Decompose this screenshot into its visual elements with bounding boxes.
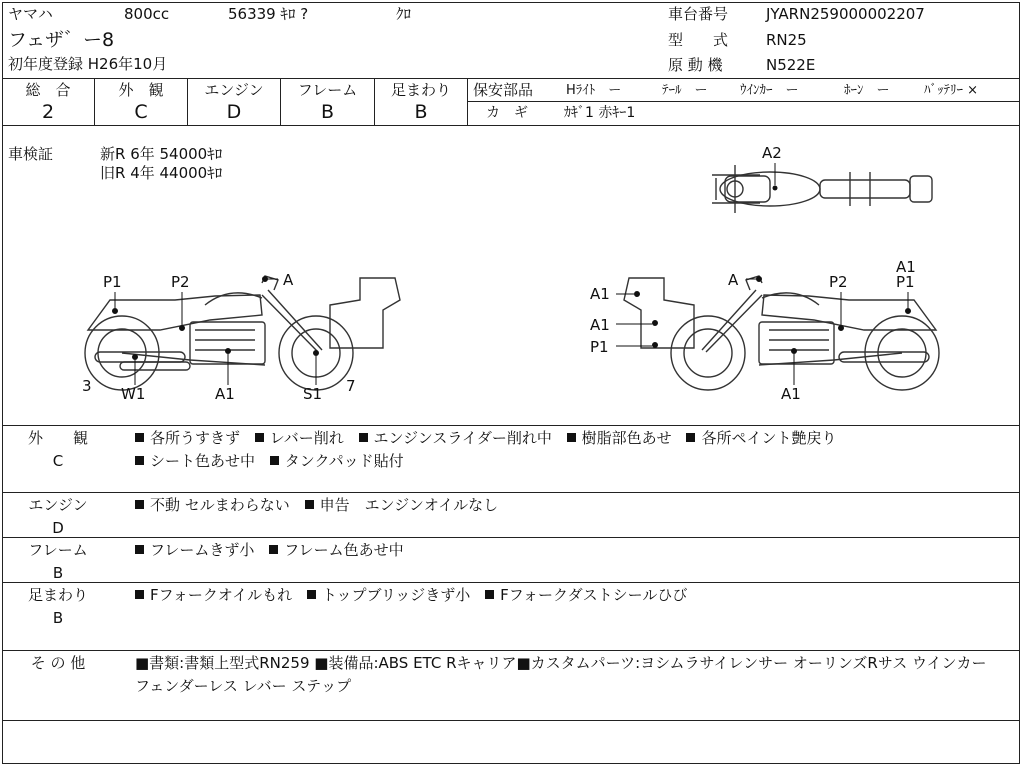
color: ｸﾛ	[396, 5, 412, 23]
model-name: フェザ゛ー8	[8, 29, 115, 51]
grade-value-suspension: B	[414, 101, 428, 123]
grade-divider	[467, 78, 468, 125]
left-label-a: A	[283, 271, 294, 289]
frame-number: JYARN259000002207	[766, 5, 925, 23]
top-view-bike	[712, 165, 932, 213]
displacement: 800cc	[124, 5, 170, 23]
left-label-p2: P2	[171, 273, 190, 291]
section-rule	[2, 582, 1020, 583]
right-side-bike	[624, 276, 939, 390]
safety-winker: ｳｲﾝｶｰ ー	[740, 83, 799, 98]
right-label-a: A	[728, 271, 739, 289]
first-registration: 初年度登録 H26年10月	[8, 55, 168, 73]
grade-header-engine: エンジン	[204, 81, 264, 99]
engine-model-label: 原 動 機	[668, 56, 723, 74]
right-label-a1-bottom: A1	[781, 385, 801, 403]
section-rule	[2, 720, 1020, 721]
left-side-bike	[85, 276, 400, 390]
grade-value-overall: 2	[41, 101, 55, 123]
section-other-notes: ■書類:書類上型式RN259 ■装備品:ABS ETC Rキャリア■カスタムパーツ:ヨシムラサイレンサー オーリンズRサス ウインカー フェンダーレス レバー ステップ	[135, 654, 987, 695]
section-frame-notes: フレームきず小 フレーム色あせ中	[135, 539, 1005, 562]
section-exterior-title: 外 観 C	[27, 429, 88, 470]
safety-headlight: Hﾗｲﾄ ー	[566, 83, 622, 98]
mileage: 56339 ｷﾛ ?	[228, 5, 309, 23]
left-label-w1: W1	[121, 385, 146, 403]
right-label-a1-top: A1	[590, 285, 610, 303]
right-label-a1-mid: A1	[590, 316, 610, 334]
section-rule	[2, 650, 1020, 651]
type-value: RN25	[766, 31, 807, 49]
left-label-7: 7	[346, 377, 356, 395]
inspection-label: 車検証	[8, 145, 54, 163]
top-label-a2: A2	[762, 144, 782, 162]
right-label-a1-upper: A1	[896, 258, 916, 276]
section-engine-title: エンジン D	[28, 496, 88, 537]
grade-header-frame: フレーム	[297, 81, 358, 99]
section-rule	[2, 425, 1020, 426]
section-rule	[2, 492, 1020, 493]
left-label-s1: S1	[303, 385, 323, 403]
grade-header-suspension: 足まわり	[390, 81, 451, 99]
inspection-new: 新R 6年 54000ｷﾛ	[100, 145, 223, 163]
type-label: 型 式	[668, 31, 729, 49]
section-rule	[2, 537, 1020, 538]
section-frame-title: フレーム B	[28, 541, 88, 582]
engine-model-value: N522E	[766, 56, 816, 74]
safety-taillight: ﾃｰﾙ ー	[662, 83, 708, 98]
left-label-3: 3	[82, 377, 92, 395]
grade-table-top-rule	[2, 78, 1020, 79]
key-value: ｶｷﾞ1 赤ｷｰ1	[564, 105, 636, 121]
section-suspension-notes: Fフォークオイルもれ トップブリッジきず小 Fフォークダストシールひび	[135, 584, 1005, 607]
key-label: カ ギ	[486, 105, 528, 121]
grade-value-engine: D	[226, 101, 242, 123]
left-label-p1: P1	[103, 273, 122, 291]
section-other-title: そ の 他	[30, 654, 86, 672]
safety-row-rule	[468, 101, 1020, 102]
section-engine-notes: 不動 セルまわらない 申告 エンジンオイルなし	[135, 494, 1005, 517]
safety-horn: ﾎｰﾝ ー	[844, 83, 890, 98]
grade-value-frame: B	[320, 101, 335, 123]
safety-battery: ﾊﾞｯﾃﾘｰ ×	[924, 83, 979, 98]
right-label-p1-lower: P1	[590, 338, 609, 356]
maker: ヤマハ	[8, 5, 53, 23]
grade-header-exterior: 外 観	[118, 81, 164, 99]
inspection-old: 旧R 4年 44000ｷﾛ	[100, 164, 223, 182]
safety-label: 保安部品	[473, 81, 534, 99]
grade-header-overall: 総 合	[25, 81, 71, 99]
frame-number-label: 車台番号	[668, 5, 729, 23]
right-label-p2: P2	[829, 273, 848, 291]
section-suspension-title: 足まわり B	[27, 586, 88, 627]
left-label-a1: A1	[215, 385, 235, 403]
motorcycle-diagrams	[0, 126, 1024, 426]
right-label-p1-upper: P1	[896, 273, 915, 291]
grade-value-exterior: C	[134, 101, 148, 123]
section-exterior-notes: 各所うすきず レバー削れ エンジンスライダー削れ中 樹脂部色あせ 各所ペイント艶戻り シート色あせ中 タンクパッド貼付	[135, 427, 1005, 473]
